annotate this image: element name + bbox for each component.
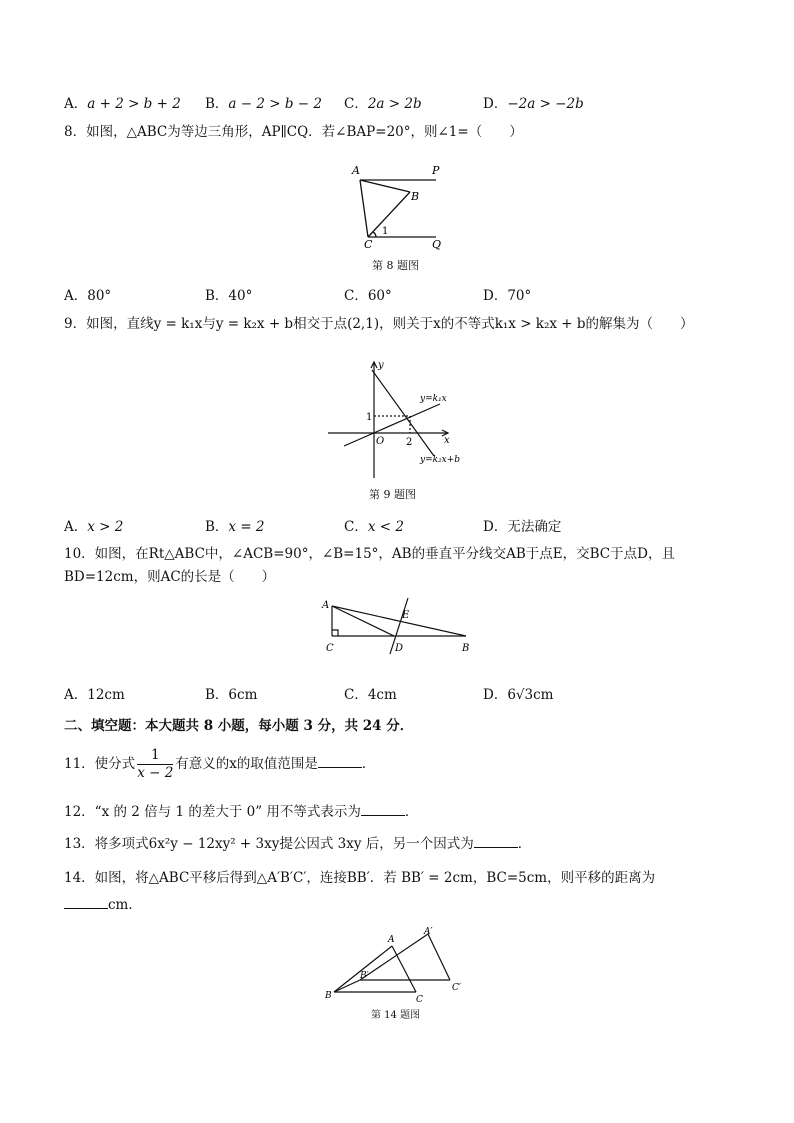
q10-label-d: D [395,643,404,654]
q11-numerator: 1 [150,747,160,763]
q11-fraction [137,747,173,782]
q11 [64,745,375,783]
q10-figure [318,596,478,656]
q9-label-line2: y=k₂x+b [420,455,461,465]
q8-option-b: B．40° [205,288,253,304]
q10-option-b: B．6cm [205,687,258,703]
q8-caption: 第 8 题图 [372,259,419,272]
q7-option-d: D．−2a > −2b [483,96,584,112]
q9-option-a: A．x > 2 [64,519,124,535]
q13-end: ． [517,836,532,852]
q10-label-c: C [326,643,334,654]
q14-label-a: A [388,935,395,945]
q7-option-a: A．a + 2 > b + 2 [64,96,181,112]
q9-figure [320,358,480,483]
q12-text: 12．“x 的 2 倍与 1 的差大于 0” 用不等式表示为 [64,804,361,820]
q8-label-c: C [364,238,373,251]
q8-figure [340,160,460,255]
q10-option-a: A．12cm [64,687,125,703]
q8-label-q: Q [432,238,442,251]
q14-line2 [64,894,142,916]
q8-stem: 8．如图，△ABC为等边三角形，AP∥CQ．若∠BAP=20°，则∠1=（ ） [64,124,523,140]
q10-stem-line1: 10．如图，在Rt△ABC中，∠ACB=90°，∠B=15°，AB的垂直平分线交AB于点E，交BC于点D，且 [64,546,675,562]
q11-answer-blank[interactable] [318,753,362,768]
q8-label-p: P [432,164,440,177]
q11-suffix: 有意义的x的取值范围是 [175,756,318,772]
q14-caption: 第 14 题图 [371,1010,421,1021]
q14-label-c: C [416,995,423,1005]
q10-option-c: C．4cm [344,687,397,703]
q9-option-c: C．x < 2 [344,519,404,535]
q11-end: ． [361,756,376,772]
q14-label-b: B [325,991,332,1001]
q10-label-b: B [462,643,470,654]
q9-tick-2: 2 [406,437,413,448]
section-heading: 二、填空题：本大题共 8 小题，每小题 3 分，共 24 分． [64,718,414,734]
q11-prefix: 11．使分式 [64,756,136,772]
q12-end: ． [404,804,419,820]
q8-label-a: A [352,164,360,177]
q14-line1: 14．如图，将△ABC平移后得到△A′B′C′，连接BB′．若 BB′ = 2cm，BC=5cm，则平移的距离为 [64,870,656,886]
q13 [64,833,531,855]
q14-unit: cm． [108,897,142,913]
q11-denominator: x − 2 [137,765,174,781]
q8-label-angle: 1 [382,226,389,237]
q9-option-b: B．x = 2 [205,519,265,535]
q8-option-c: C．60° [344,288,392,304]
q14-label-b-prime: B′ [360,971,369,981]
q13-answer-blank[interactable] [474,833,518,848]
q14-label-c-prime: C′ [452,983,461,993]
q7-option-c: C．2a > 2b [344,96,422,112]
q12 [64,801,418,823]
q8-label-b: B [411,190,420,203]
q12-answer-blank[interactable] [361,801,405,816]
q10-option-d: D．6√3cm [483,687,554,703]
q14-answer-blank[interactable] [64,894,108,909]
q9-label-origin: O [376,436,385,447]
q9-label-x: x [444,435,450,446]
q9-label-line1: y=k₁x [420,394,447,404]
q9-option-d: D．无法确定 [483,519,562,535]
q10-label-a: A [322,600,330,611]
q14-figure [320,926,470,1006]
q10-stem-line2: BD=12cm，则AC的长是（ ） [64,569,276,585]
q9-label-y: y [378,360,384,371]
q9-stem: 9．如图，直线y = k₁x与y = k₂x + b相交于点(2,1)，则关于x的不等式k₁x > k₂x + b的解集为（ ） [64,316,694,332]
q14-label-a-prime: A′ [424,927,433,937]
q8-option-a: A．80° [64,288,112,304]
q7-option-b: B．a − 2 > b − 2 [205,96,322,112]
q10-label-e: E [402,610,410,621]
q8-option-d: D．70° [483,288,532,304]
q9-caption: 第 9 题图 [369,488,416,501]
q9-tick-1: 1 [366,412,373,423]
q13-text: 13．将多项式6x²y − 12xy² + 3xy提公因式 3xy 后，另一个因式为 [64,836,474,852]
